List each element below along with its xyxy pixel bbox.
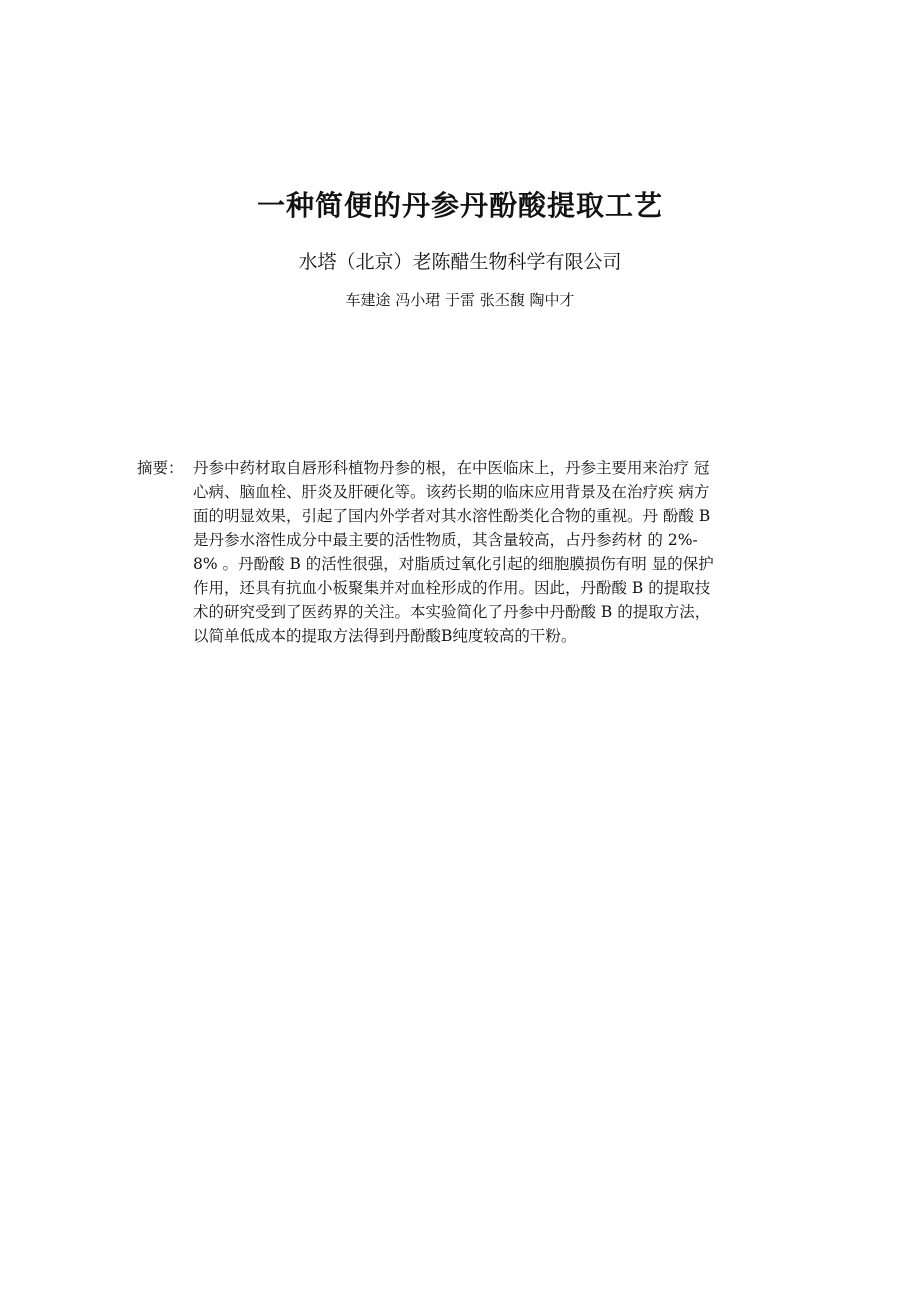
abstract-line: 以简单低成本的提取方法得到丹酚酸B纯度较高的干粉。 [193, 627, 577, 645]
page-title: 一种简便的丹参丹酚酸提取工艺 [256, 189, 663, 222]
authors: 车建途 冯小珺 于雷 张丕馥 陶中才 [345, 291, 575, 309]
abstract-label: 摘要： [137, 459, 184, 477]
abstract-line: 丹参中药材取自唇形科植物丹参的根，在中医临床上，丹参主要用来治疗 冠 [193, 459, 710, 477]
affiliation: 水塔（北京）老陈醋生物科学有限公司 [298, 251, 622, 273]
abstract-line: 术的研究受到了医药界的关注。本实验简化了丹参中丹酚酸 B 的提取方法， [193, 603, 711, 621]
abstract-line: 面的明显效果，引起了国内外学者对其水溶性酚类化合物的重视。丹 酚酸 B [193, 507, 711, 525]
abstract-line: 心病、脑血栓、肝炎及肝硬化等。该药长期的临床应用背景及在治疗疾 病方 [193, 483, 710, 501]
abstract-body [193, 456, 817, 648]
abstract-line: 8% 。丹酚酸 B 的活性很强，对脂质过氧化引起的细胞膜损伤有明 显的保护 [193, 555, 714, 573]
abstract-line: 是丹参水溶性成分中最主要的活性物质，其含量较高，占丹参药材 的 2%- [193, 531, 698, 549]
abstract-line: 作用，还具有抗血小板聚集并对血栓形成的作用。因此，丹酚酸 B 的提取技 [193, 579, 711, 597]
